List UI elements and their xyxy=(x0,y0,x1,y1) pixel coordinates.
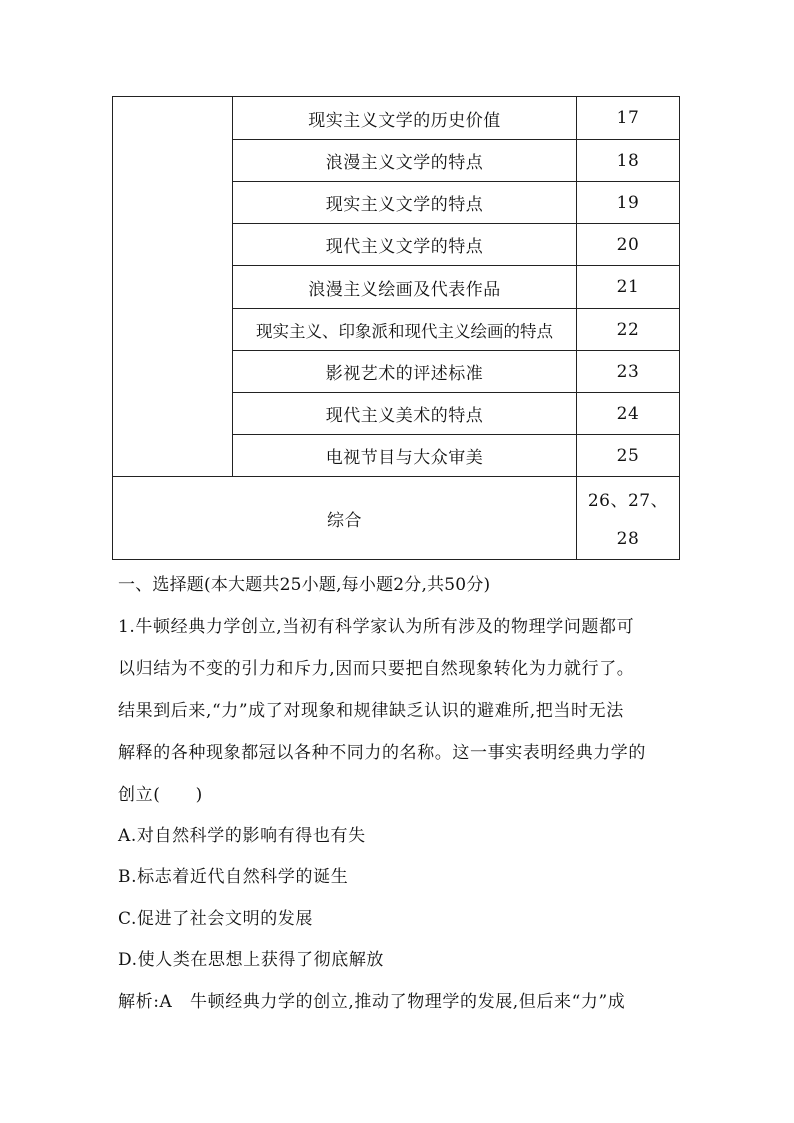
topic-table xyxy=(112,96,680,560)
option-d: D.使人类在思想上获得了彻底解放 xyxy=(118,950,385,970)
option-b: B.标志着近代自然科学的诞生 xyxy=(118,867,349,887)
option-c: C.促进了社会文明的发展 xyxy=(118,909,314,929)
table-cell-topic: 影视艺术的评述标准 xyxy=(325,364,484,384)
table-cell-topic: 现代主义文学的特点 xyxy=(325,237,484,257)
table-cell-topic: 现实主义、印象派和现代主义绘画的特点 xyxy=(256,321,553,341)
question-line: 解释的各种现象都冠以各种不同力的名称。这一事实表明经典力学的 xyxy=(118,743,646,763)
table-cell-number: 19 xyxy=(616,192,640,213)
table-cell-topic: 电视节目与大众审美 xyxy=(325,448,484,468)
table-cell-topic: 浪漫主义文学的特点 xyxy=(325,153,484,173)
table-cell-number: 20 xyxy=(616,234,640,255)
table-cell-number: 17 xyxy=(616,108,640,128)
analysis-text: 解析:A 牛顿经典力学的创立,推动了物理学的发展,但后来“力”成 xyxy=(118,992,626,1012)
option-a: A.对自然科学的影响有得也有失 xyxy=(118,826,366,846)
table-summary-label: 综合 xyxy=(327,510,362,531)
table-summary-number-line2: 28 xyxy=(616,529,640,549)
question-line: 1.牛顿经典力学创立,当初有科学家认为所有涉及的物理学问题都可 xyxy=(118,617,635,637)
section-title: 一、选择题(本大题共25小题,每小题2分,共50分) xyxy=(118,575,491,595)
table-cell-topic: 现实主义文学的特点 xyxy=(325,195,484,215)
table-cell-number: 22 xyxy=(616,319,640,340)
table-cell-number: 25 xyxy=(616,445,640,466)
table-cell-number: 23 xyxy=(616,361,640,382)
table-cell-topic: 浪漫主义绘画及代表作品 xyxy=(308,279,501,300)
table-summary-number-line1: 26、27、 xyxy=(587,490,669,511)
question-line: 结果到后来,“力”成了对现象和规律缺乏认识的避难所,把当时无法 xyxy=(118,701,624,721)
table-cell-number: 24 xyxy=(616,403,640,424)
table-cell-topic: 现代主义美术的特点 xyxy=(325,406,484,426)
question-line: 创立( ) xyxy=(118,785,203,805)
table-cell-topic: 现实主义文学的历史价值 xyxy=(308,110,501,131)
table-cell-number: 21 xyxy=(616,277,640,297)
question-line: 以归结为不变的引力和斥力,因而只要把自然现象转化为力就行了。 xyxy=(118,659,635,679)
table-cell-number: 18 xyxy=(616,150,640,171)
